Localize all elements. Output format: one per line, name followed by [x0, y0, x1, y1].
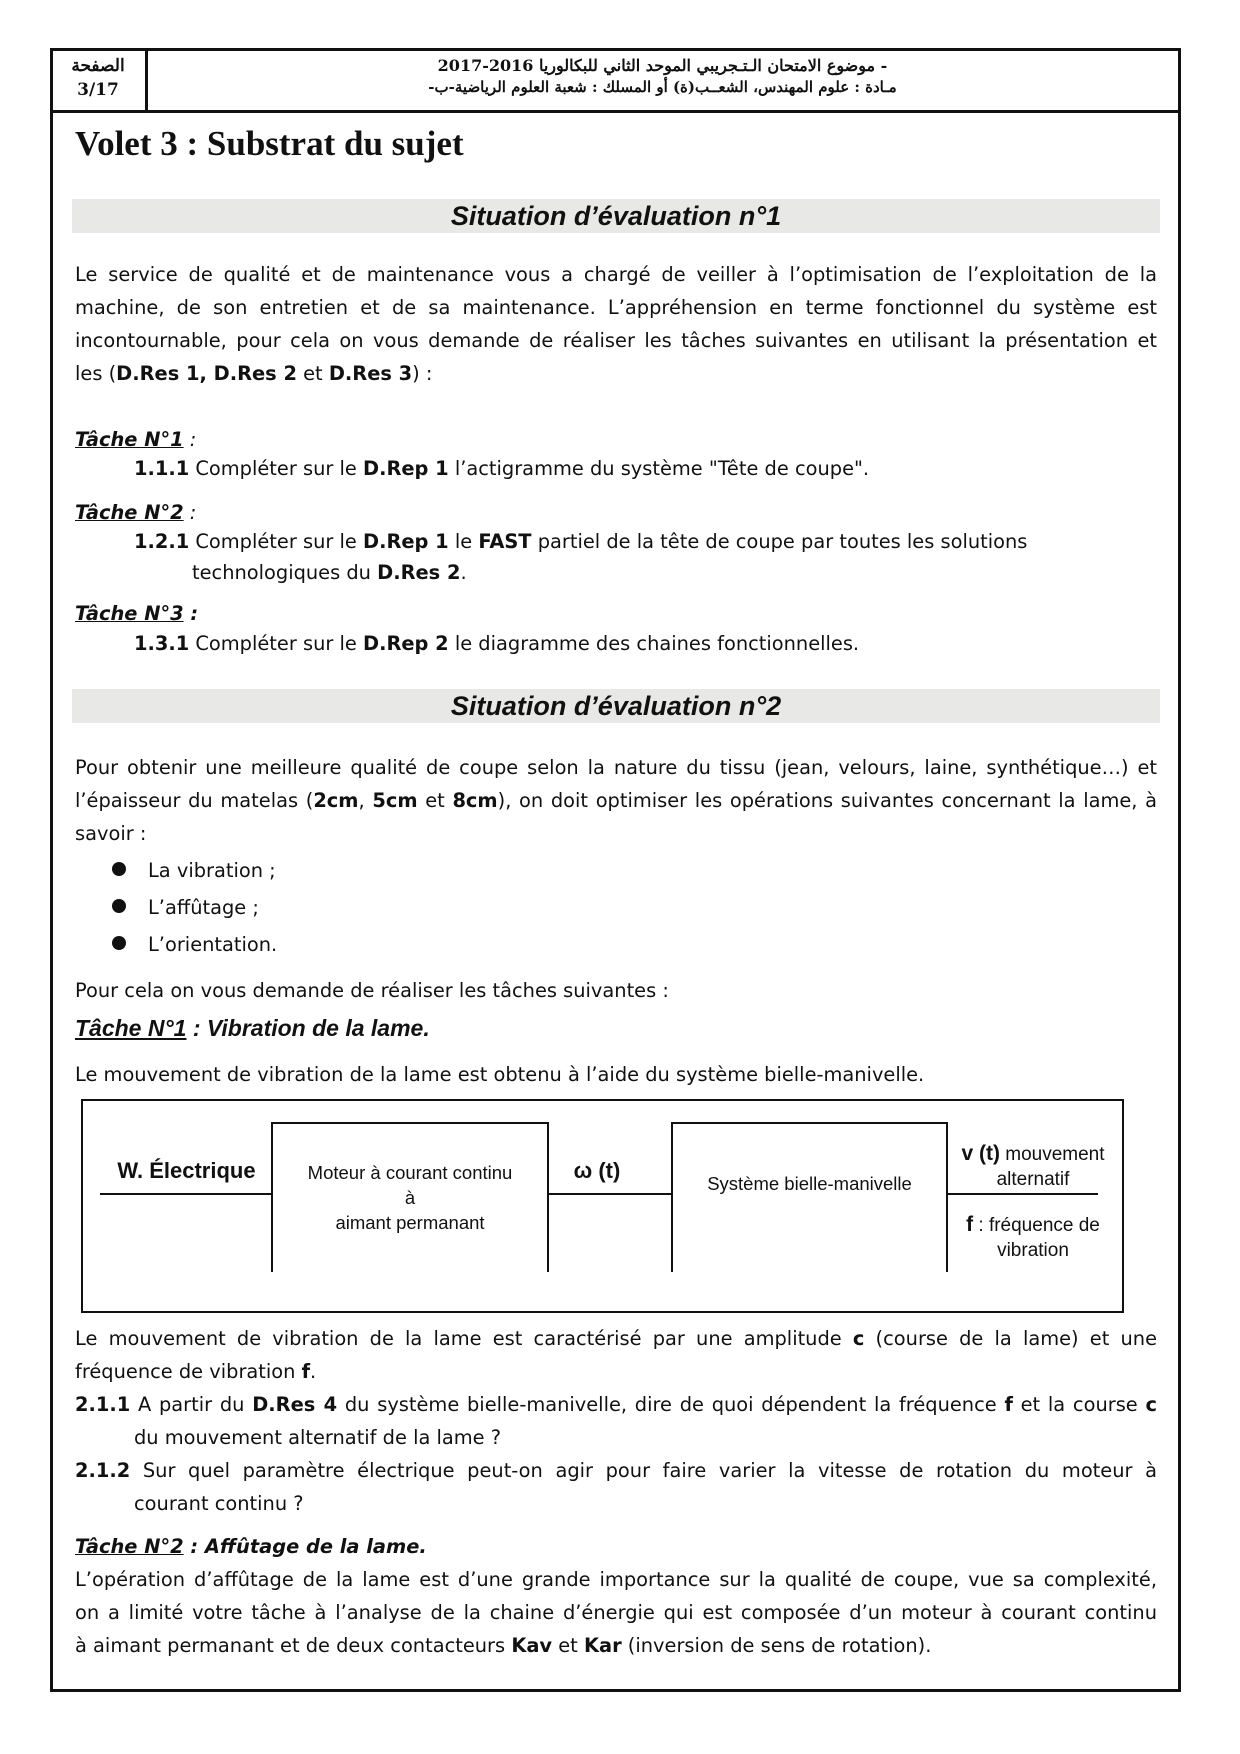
situation2-intro-line1: Pour obtenir une meilleure qualité de coupe selon la nature du tissu (jean, velours, laine, synthétique…) et — [75, 756, 1157, 779]
omega-arrow-line — [549, 1193, 672, 1195]
question-211: 2.1.1 A partir du D.Res 4 du système bielle-manivelle, dire de quoi dépendent la fréquence f et la course c — [75, 1393, 1157, 1416]
situation2-intro-line2: l’épaisseur du matelas (2cm, 5cm et 8cm), on doit optimiser les opérations suivantes concernant la lame, à — [75, 789, 1158, 812]
page-number-cell — [52, 54, 144, 102]
exam-header — [150, 52, 1175, 94]
bullet-item-affutage: L’affûtage ; — [148, 896, 259, 919]
vibration-intro: Le mouvement de vibration de la lame est obtenu à l’aide du système bielle-manivelle. — [75, 1063, 925, 1086]
page-number: 3/17 — [77, 80, 119, 100]
bullet-icon — [112, 899, 126, 913]
situation2-title: Situation d’évaluation n°2 — [72, 689, 1160, 723]
volet-title: Volet 3 : Substrat du sujet — [75, 124, 464, 163]
s2-tache2-heading: Tâche N°2 : Affûtage de la lame. — [75, 1535, 427, 1558]
characteristics-line1: Le mouvement de vibration de la lame est caractérisé par une amplitude c (course de la lame) et une — [75, 1327, 1158, 1350]
vibration-block-diagram — [81, 1099, 1124, 1313]
output-divider-line — [948, 1193, 1098, 1195]
exam-header-line1: - موضوع الامتحان الـتـجريبي الموحد الثاني للبكالوريا 2016-2017 — [437, 56, 888, 75]
situation1-title: Situation d’évaluation n°1 — [72, 199, 1160, 233]
s1-question-111: 1.1.1 Compléter sur le D.Rep 1 l’actigramme du système "Tête de coupe". — [134, 457, 870, 480]
s1-tache2-heading: Tâche N°2 : — [75, 501, 197, 524]
s1-tache3-heading: Tâche N°3 : — [75, 602, 199, 625]
question-211-cont: du mouvement alternatif de la lame ? — [134, 1426, 502, 1449]
omega-label: ω (t) — [573, 1158, 621, 1183]
output-frequency-label: f : fréquence de vibration — [966, 1213, 1100, 1261]
s1-tache1-heading: Tâche N°1 : — [75, 428, 197, 451]
bielle-manivelle-block — [671, 1122, 948, 1272]
s1-question-131: 1.3.1 Compléter sur le D.Rep 2 le diagramme des chaines fonctionnelles. — [134, 632, 860, 655]
question-212-cont: courant continu ? — [134, 1492, 304, 1515]
bullet-icon — [112, 936, 126, 950]
question-212: 2.1.2 Sur quel paramètre électrique peut-on agir pour faire varier la vitesse de rotation du moteur à — [75, 1459, 1157, 1482]
diagram-input-label: W. Électrique — [117, 1158, 256, 1183]
bullet-item-vibration: La vibration ; — [148, 859, 276, 882]
situation1-intro-line4: les (D.Res 1, D.Res 2 et D.Res 3) : — [75, 362, 433, 385]
input-arrow-line — [100, 1193, 272, 1195]
s1-question-121: 1.2.1 Compléter sur le D.Rep 1 le FAST partiel de la tête de coupe par toutes les solutions — [134, 530, 1028, 553]
affutage-line1: L’opération d’affûtage de la lame est d’une grande importance sur la qualité de coupe, vue sa complexité, — [75, 1568, 1157, 1591]
output-velocity-label: v (t) mouvement alternatif — [961, 1142, 1105, 1190]
affutage-line2: on a limité votre tâche à l’analyse de la chaine d’énergie qui est composée d’un moteur à courant continu — [75, 1601, 1157, 1624]
bullet-item-orientation: L’orientation. — [148, 933, 278, 956]
header-vertical-divider — [145, 48, 148, 112]
s2-tache1-heading: Tâche N°1 : Vibration de la lame. — [75, 1015, 430, 1041]
motor-block-label: Moteur à courant continu à aimant permanant — [307, 1162, 513, 1233]
s1-question-121-cont: technologiques du D.Res 2. — [192, 561, 467, 584]
situation2-intro-line3: savoir : — [75, 822, 147, 845]
situation1-intro-line3: incontournable, pour cela on vous demande de réaliser les tâches suivantes en utilisant la présentation et — [75, 329, 1157, 352]
bullet-icon — [112, 862, 126, 876]
situation2-tasks-intro: Pour cela on vous demande de réaliser les tâches suivantes : — [75, 979, 669, 1002]
bielle-manivelle-label: Système bielle-manivelle — [707, 1173, 912, 1194]
page-label: الصفحة — [71, 56, 125, 76]
affutage-line3: à aimant permanant et de deux contacteurs Kav et Kar (inversion de sens de rotation). — [75, 1634, 932, 1657]
exam-header-line2: مـادة : علوم المهندس، الشعــب(ة) أو المسلك : شعبة العلوم الرياضية-ب- — [428, 78, 897, 96]
situation1-intro-line1: Le service de qualité et de maintenance vous a chargé de veiller à l’optimisation de l’exploitation de la — [75, 263, 1157, 286]
header-divider — [50, 110, 1181, 113]
situation1-intro-line2: machine, de son entretien et de sa maintenance. L’appréhension en terme fonctionnel du système est — [75, 296, 1157, 319]
characteristics-line2: fréquence de vibration f. — [75, 1360, 317, 1383]
